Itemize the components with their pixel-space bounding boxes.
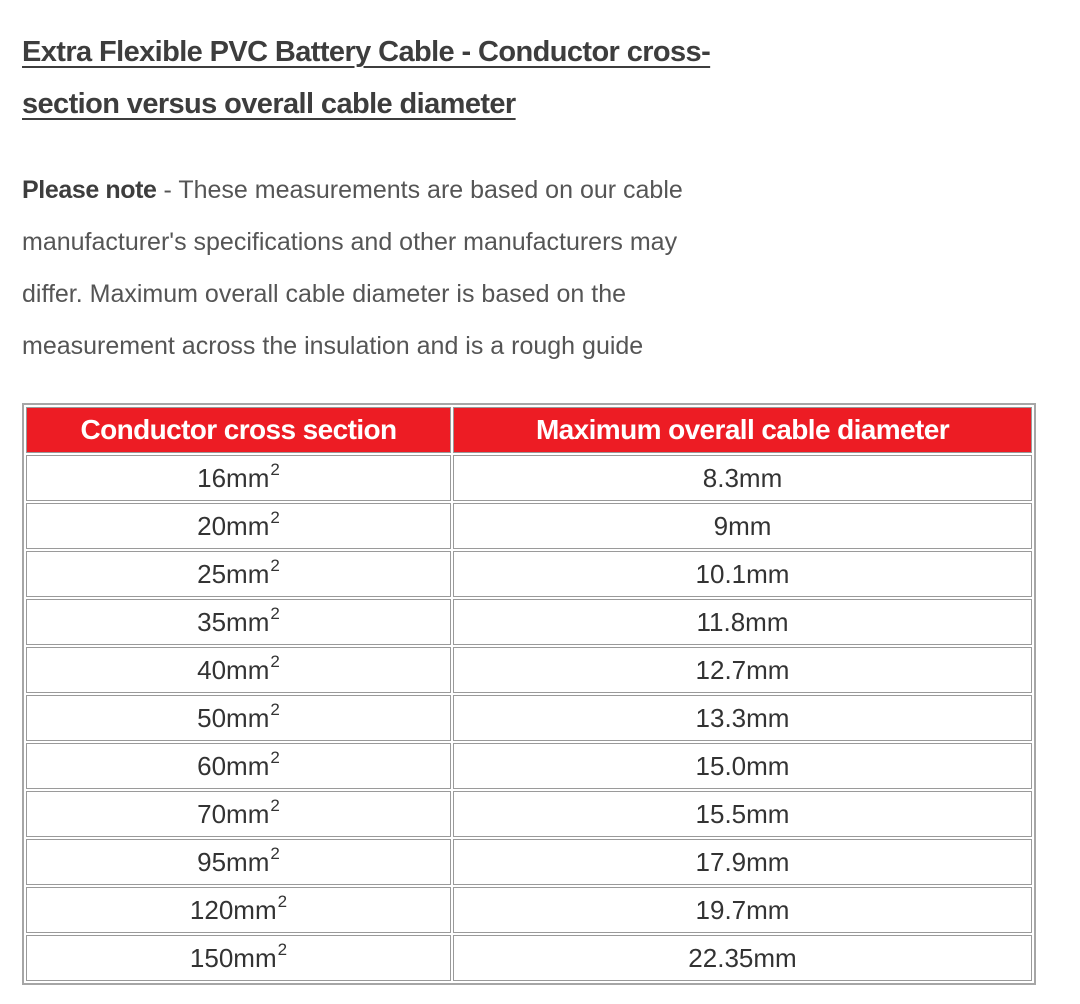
squared-superscript: 2 [270,507,280,527]
cross-section-cell [26,455,451,501]
table-row [26,599,1032,645]
cable-size-table [22,403,1036,985]
cable-size-table-container [22,403,1032,985]
cable-diameter-cell: 15.0mm [453,743,1032,789]
cable-diameter-cell: 22.35mm [453,935,1032,981]
cross-section-cell [26,503,451,549]
cross-section-value: 35mm [197,606,270,637]
cross-section-cell [26,599,451,645]
cross-section-value: 60mm [197,750,270,781]
cable-diameter-cell: 17.9mm [453,839,1032,885]
header-max-cable-diameter: Maximum overall cable diameter [453,407,1032,453]
squared-superscript: 2 [270,747,280,767]
squared-superscript: 2 [277,939,288,959]
squared-superscript: 2 [270,603,280,623]
cable-diameter-cell: 13.3mm [453,695,1032,741]
cable-diameter-cell: 9mm [453,503,1032,549]
table-row [26,551,1032,597]
note-text: - These measurements are based on our cable manufacturer's specifications and other manufacturers may differ. Maximum overall cable diameter is based on the measurement across the insulation and is a rough guide [22,176,683,360]
cross-section-cell [26,551,451,597]
cross-section-value: 40mm [197,654,270,685]
table-row [26,503,1032,549]
table-row [26,647,1032,693]
squared-superscript: 2 [270,459,280,479]
squared-superscript: 2 [270,795,280,815]
cross-section-cell [26,791,451,837]
cable-diameter-cell: 8.3mm [453,455,1032,501]
header-conductor-cross-section: Conductor cross section [26,407,451,453]
cross-section-value: 120mm [189,894,277,925]
cross-section-cell [26,695,451,741]
cross-section-cell [26,935,451,981]
table-header-row [26,407,1032,453]
cross-section-value: 20mm [197,510,270,541]
cable-diameter-cell: 11.8mm [453,599,1032,645]
cross-section-value: 50mm [197,702,270,733]
squared-superscript: 2 [270,651,280,671]
cross-section-value: 150mm [189,942,277,973]
table-row [26,743,1032,789]
measurement-note [22,164,742,372]
table-row [26,887,1032,933]
page-heading-link[interactable]: Extra Flexible PVC Battery Cable - Conductor cross-section versus overall cable diameter [22,36,711,120]
table-row [26,839,1032,885]
squared-superscript: 2 [277,891,288,911]
cross-section-cell [26,743,451,789]
squared-superscript: 2 [270,843,280,863]
cross-section-value: 70mm [197,798,270,829]
table-body [26,455,1032,981]
cable-diameter-cell: 15.5mm [453,791,1032,837]
squared-superscript: 2 [270,699,280,719]
cross-section-cell [26,839,451,885]
cable-diameter-cell: 19.7mm [453,887,1032,933]
cable-diameter-cell: 12.7mm [453,647,1032,693]
table-row [26,455,1032,501]
cross-section-value: 25mm [197,558,270,589]
table-row [26,791,1032,837]
cross-section-cell [26,647,451,693]
table-row [26,935,1032,981]
cross-section-value: 95mm [197,846,270,877]
squared-superscript: 2 [270,555,280,575]
note-label: Please note [22,176,157,204]
table-row [26,695,1032,741]
cable-diameter-cell: 10.1mm [453,551,1032,597]
cross-section-cell [26,887,451,933]
cross-section-value: 16mm [197,462,270,493]
